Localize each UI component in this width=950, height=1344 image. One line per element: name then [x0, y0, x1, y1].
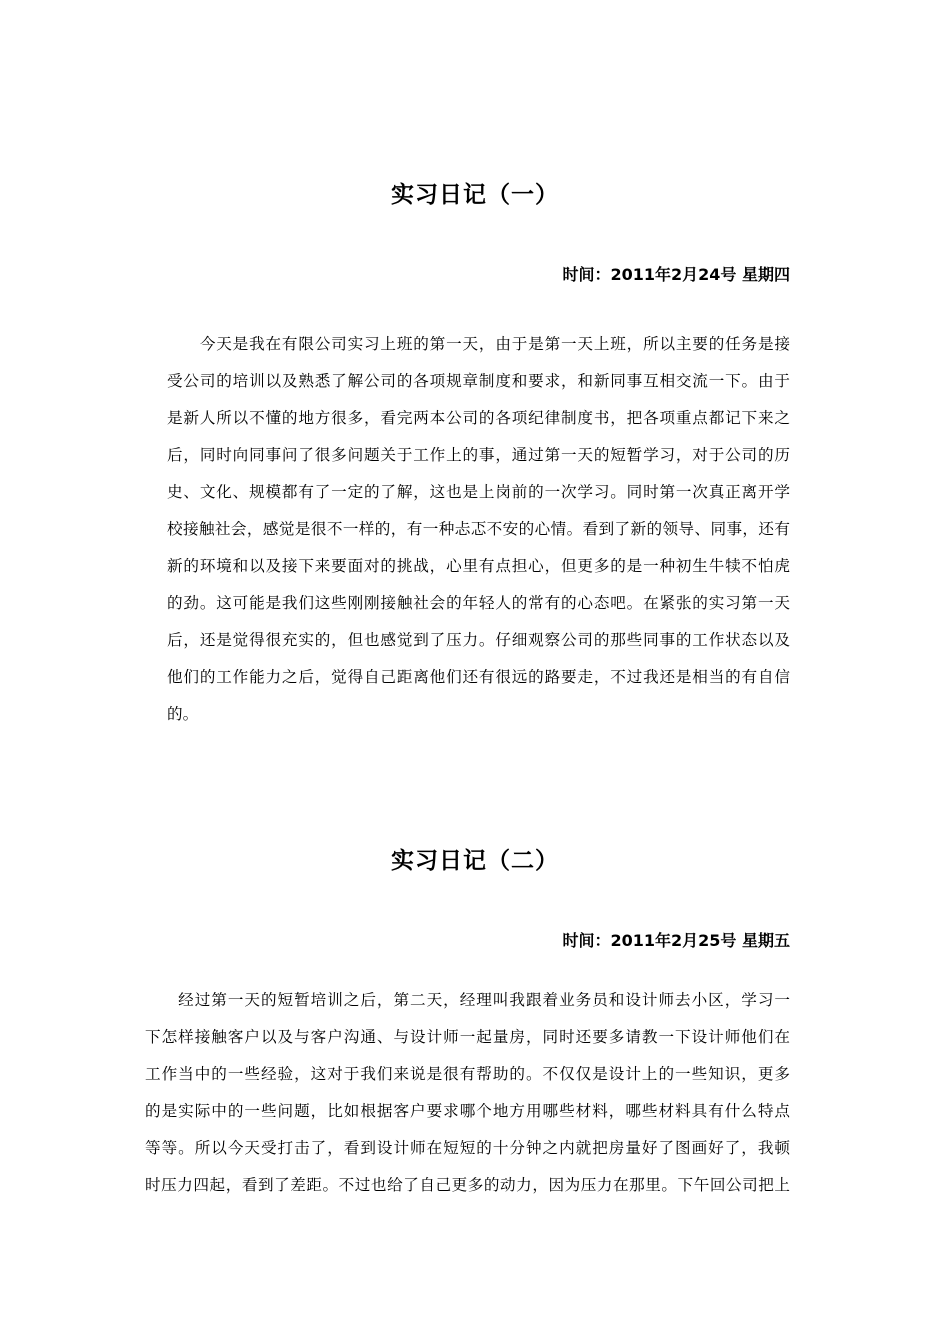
- entry-1-line: 校接触社会，感觉是很不一样的，有一种忐忑不安的心情。看到了新的领导、同事，还有: [167, 520, 790, 538]
- entry-1-line: 后，还是觉得很充实的，但也感觉到了压力。仔细观察公司的那些同事的工作状态以及: [167, 631, 790, 649]
- entry-2-line: 时压力四起，看到了差距。不过也给了自己更多的动力，因为压力在那里。下午回公司把上: [145, 1176, 790, 1194]
- entry-1-line: 是新人所以不懂的地方很多，看完两本公司的各项纪律制度书，把各项重点都记下来之: [167, 409, 790, 427]
- entry-1-line: 的劲。这可能是我们这些刚刚接触社会的年轻人的常有的心态吧。在紧张的实习第一天: [167, 594, 790, 612]
- entry-1-date: 时间：2011年2月24号 星期四: [562, 265, 790, 284]
- entry-1-body: [167, 326, 790, 733]
- entry-1-line: 史、文化、规模都有了一定的了解，这也是上岗前的一次学习。同时第一次真正离开学: [167, 483, 790, 501]
- entry-2-line: 工作当中的一些经验，这对于我们来说是很有帮助的。不仅仅是设计上的一些知识，更多: [145, 1065, 790, 1083]
- entry-1-line: 后，同时向同事问了很多问题关于工作上的事，通过第一天的短暂学习，对于公司的历: [167, 446, 790, 464]
- entry-1-line: 今天是我在有限公司实习上班的第一天，由于是第一天上班，所以主要的任务是接: [167, 335, 790, 353]
- entry-2-line: 的是实际中的一些问题，比如根据客户要求哪个地方用哪些材料，哪些材料具有什么特点: [145, 1102, 790, 1120]
- entry-1-line: 新的环境和以及接下来要面对的挑战，心里有点担心，但更多的是一种初生牛犊不怕虎: [167, 557, 790, 575]
- entry-1-title: 实习日记（一）: [391, 182, 559, 208]
- entry-2-line: 下怎样接触客户以及与客户沟通、与设计师一起量房，同时还要多请教一下设计师他们在: [145, 1028, 790, 1046]
- entry-1-line: 他们的工作能力之后，觉得自己距离他们还有很远的路要走，不过我还是相当的有自信: [167, 668, 790, 686]
- entry-1-line: 受公司的培训以及熟悉了解公司的各项规章制度和要求，和新同事互相交流一下。由于: [167, 372, 790, 390]
- entry-2-date: 时间：2011年2月25号 星期五: [562, 931, 790, 950]
- entry-2-title: 实习日记（二）: [391, 848, 559, 874]
- entry-2-line: 等等。所以今天受打击了，看到设计师在短短的十分钟之内就把房量好了图画好了，我顿: [145, 1139, 790, 1157]
- entry-2-body: [145, 982, 790, 1204]
- entry-1-line: 的。: [167, 705, 199, 723]
- entry-2-line: 经过第一天的短暂培训之后，第二天，经理叫我跟着业务员和设计师去小区，学习一: [145, 991, 790, 1009]
